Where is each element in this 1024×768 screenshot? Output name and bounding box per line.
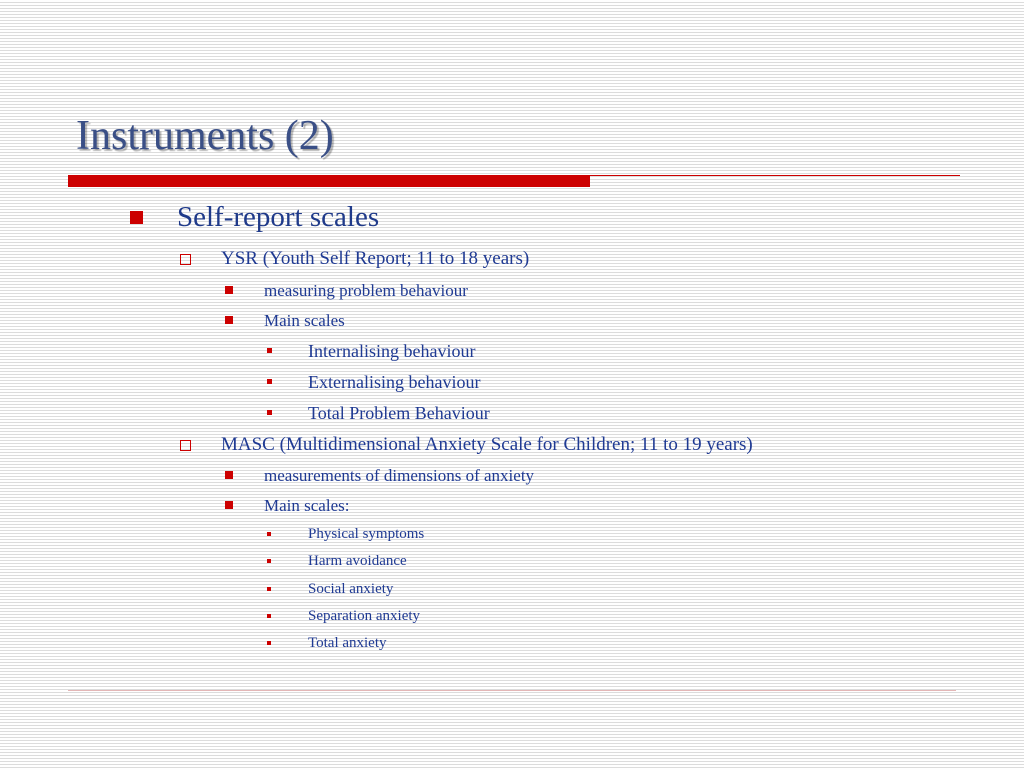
list-item [225, 466, 534, 486]
tiny-square-bullet-icon [267, 614, 271, 618]
list-item [267, 372, 480, 393]
small-square-bullet-icon [225, 471, 233, 479]
footer-divider [68, 690, 956, 691]
list-item-masc [180, 434, 753, 456]
masc-label: MASC (Multidimensional Anxiety Scale for Children; 11 to 19 years) [221, 434, 753, 455]
title-underline-line [590, 175, 960, 176]
small-square-bullet-icon [225, 501, 233, 509]
tiny-square-bullet-icon [267, 379, 272, 384]
list-item-label: Harm avoidance [308, 553, 407, 569]
list-item-label: Main scales: [264, 496, 350, 515]
small-square-bullet-icon [225, 316, 233, 324]
slide-title: Instruments (2) [76, 113, 334, 159]
list-item-label: Physical symptoms [308, 526, 425, 542]
list-item-ysr [180, 248, 529, 270]
list-item-label: Social anxiety [308, 581, 394, 597]
list-item-label: Separation anxiety [308, 608, 421, 624]
hollow-square-bullet-icon [180, 254, 191, 265]
tiny-square-bullet-icon [267, 532, 271, 536]
list-item-label: measurements of dimensions of anxiety [264, 466, 535, 485]
tiny-square-bullet-icon [267, 348, 272, 353]
list-item [225, 496, 349, 516]
list-item [267, 526, 424, 543]
list-item [267, 553, 407, 570]
tiny-square-bullet-icon [267, 410, 272, 415]
tiny-square-bullet-icon [267, 641, 271, 645]
list-item [267, 403, 490, 424]
section-heading: Self-report scales [177, 201, 380, 233]
list-item [267, 341, 475, 362]
list-item-label: Internalising behaviour [308, 341, 476, 361]
list-item-label: Total anxiety [308, 635, 387, 651]
tiny-square-bullet-icon [267, 587, 271, 591]
small-square-bullet-icon [225, 286, 233, 294]
title-underline-bar [68, 175, 590, 187]
hollow-square-bullet-icon [180, 440, 191, 451]
list-item-label: Main scales [264, 311, 345, 330]
tiny-square-bullet-icon [267, 559, 271, 563]
list-item [267, 635, 387, 652]
list-item-self-report [130, 201, 379, 234]
ysr-label: YSR (Youth Self Report; 11 to 18 years) [221, 248, 530, 269]
list-item-label: Total Problem Behaviour [308, 403, 490, 423]
list-item [225, 311, 345, 331]
list-item [225, 281, 468, 301]
list-item [267, 608, 420, 625]
list-item-label: Externalising behaviour [308, 372, 481, 392]
list-item [267, 581, 393, 598]
filled-square-bullet-icon [130, 211, 143, 224]
list-item-label: measuring problem behaviour [264, 281, 468, 300]
